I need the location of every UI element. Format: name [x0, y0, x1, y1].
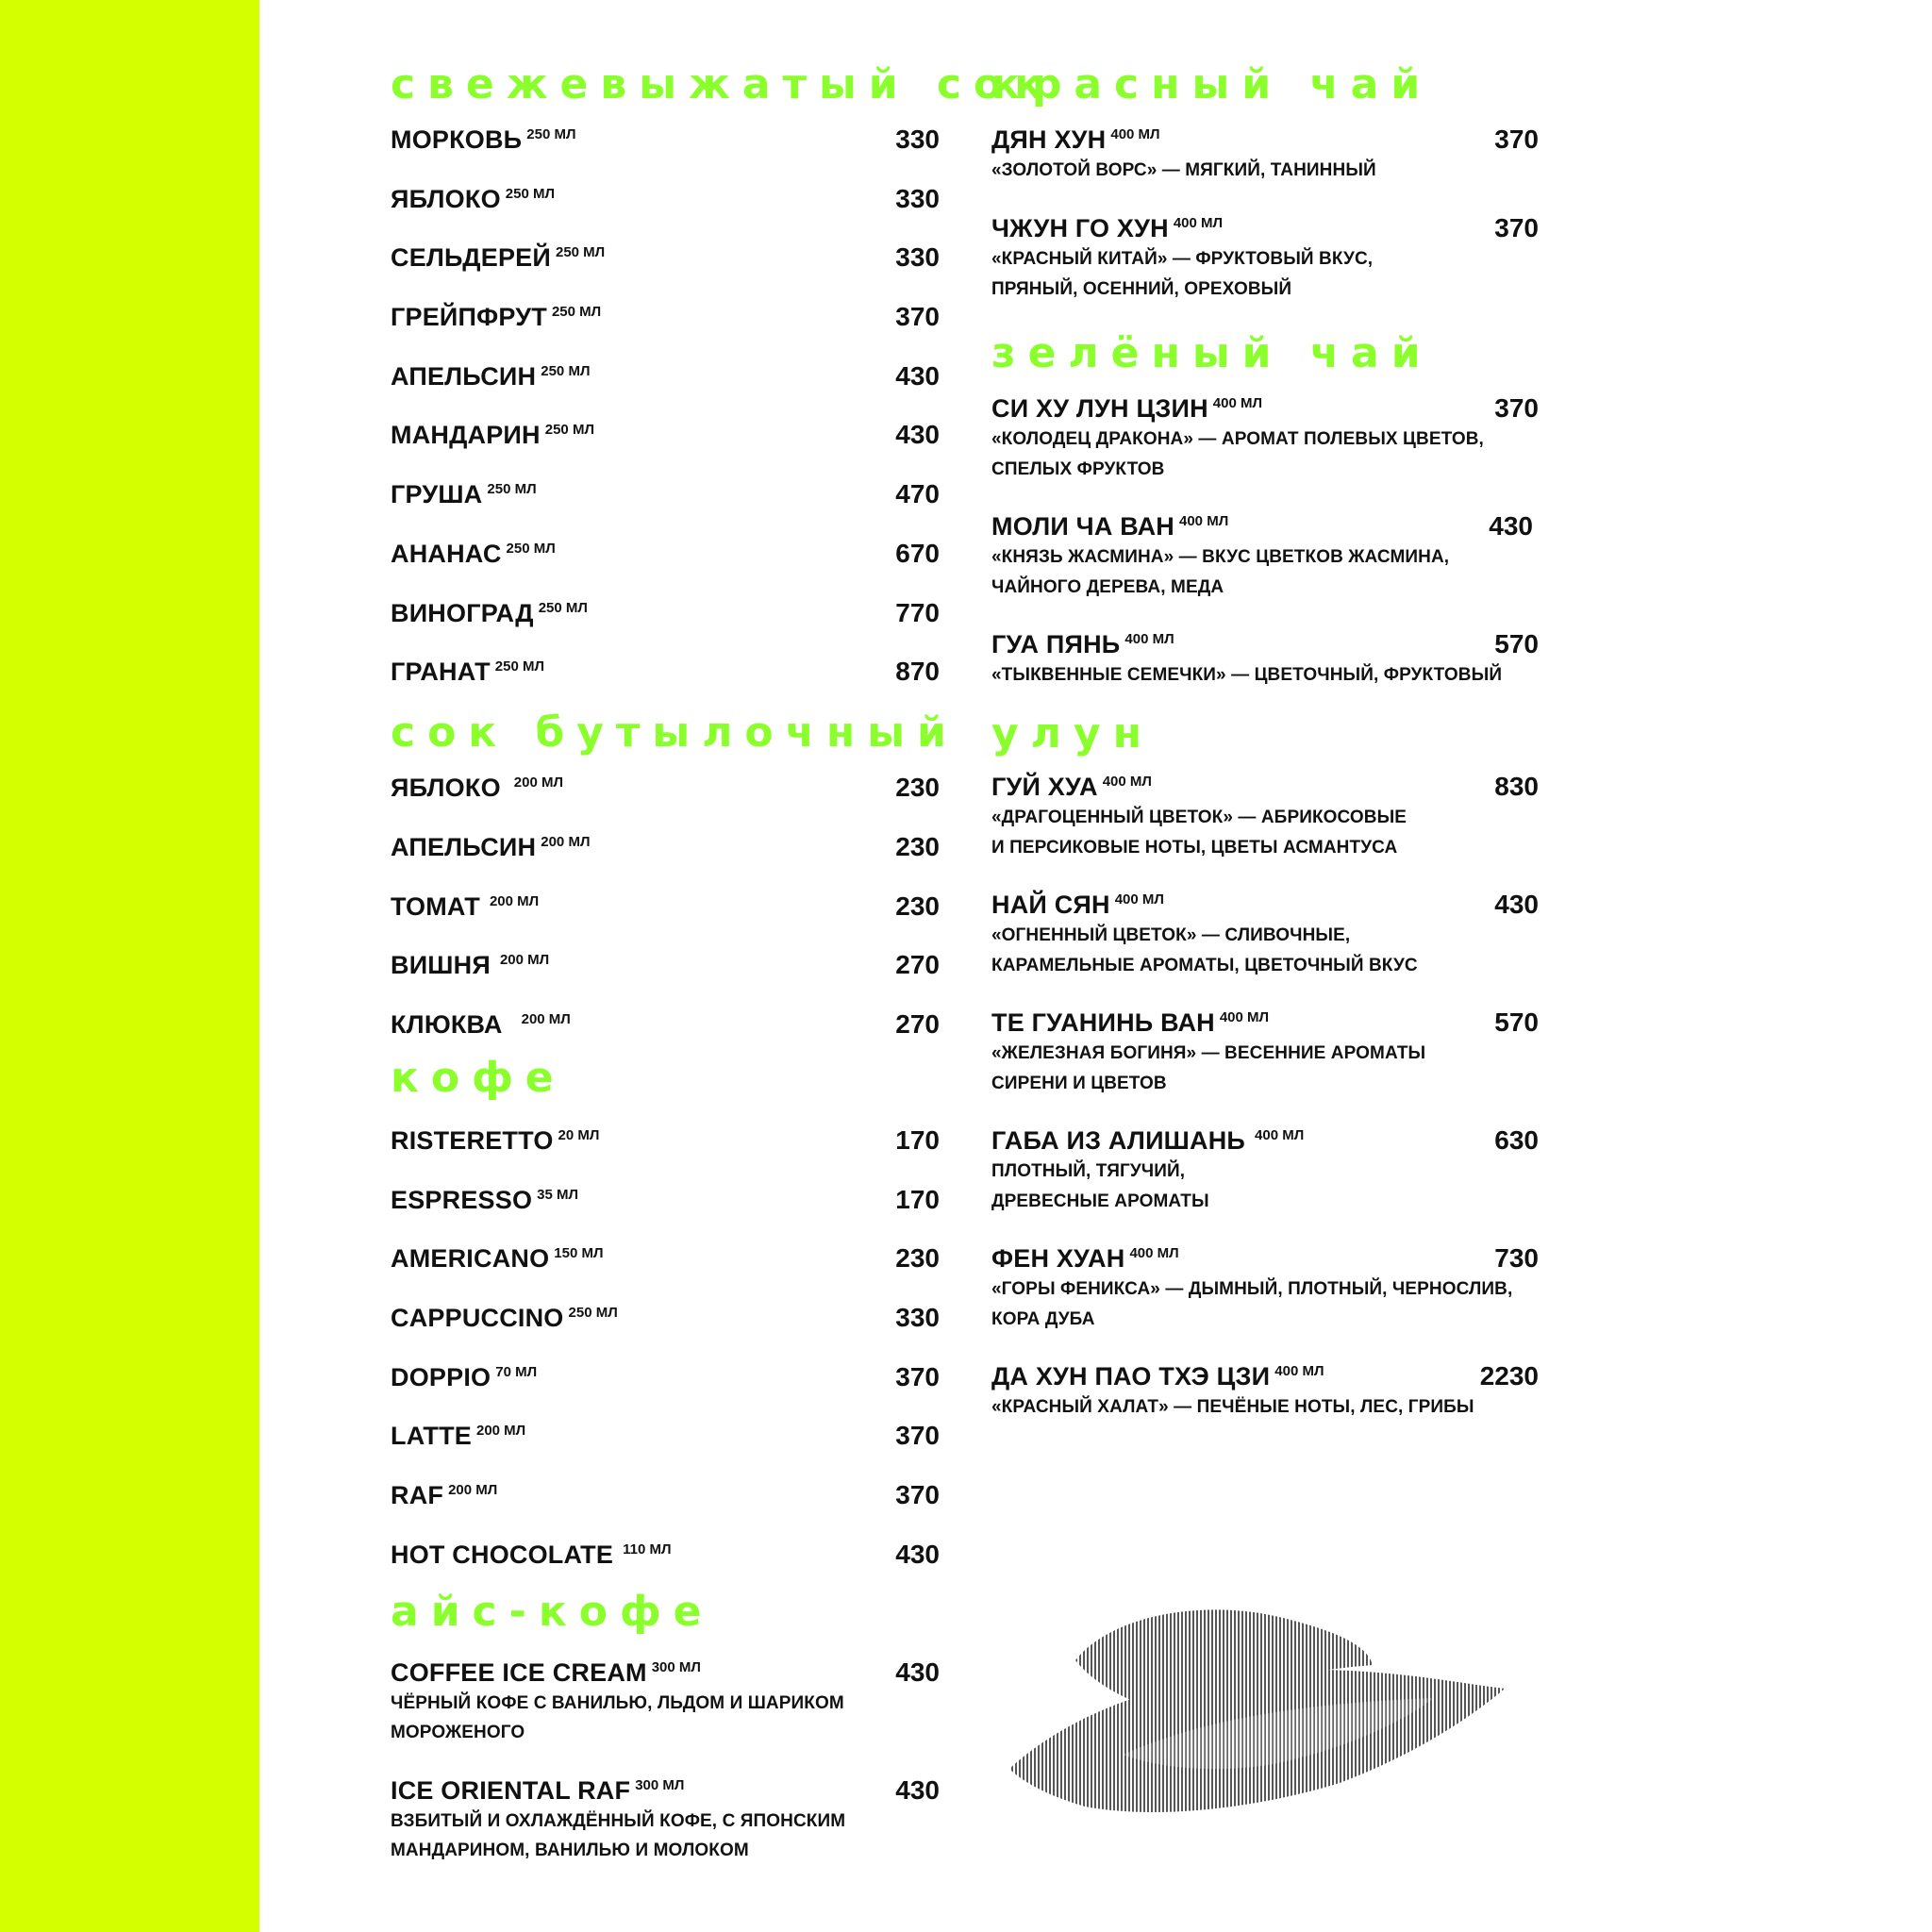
menu-item: [991, 124, 1539, 212]
item-name: ГРЕЙПФРУТ: [391, 303, 547, 332]
item-name: ДА ХУН ПАО ТХЭ ЦЗИ: [991, 1362, 1271, 1391]
item-price: 370: [895, 302, 940, 332]
item-name: ВИШНЯ: [391, 951, 491, 980]
item-price: 370: [895, 1421, 940, 1451]
section-title-green-tea: зелёный чай: [991, 329, 1433, 377]
item-price: 230: [895, 891, 940, 921]
menu-item: [391, 1361, 940, 1421]
menu-item: [991, 510, 1539, 628]
item-name: ЧЖУН ГО ХУН: [991, 214, 1169, 242]
menu-item: [391, 183, 940, 242]
item-price: 430: [1494, 890, 1539, 919]
item-price: 370: [1494, 393, 1539, 423]
leaf-lower: [1009, 1670, 1505, 1812]
menu-item: [391, 597, 940, 657]
item-name: ФЕН ХУАН: [991, 1244, 1125, 1273]
menu-item: [391, 1008, 940, 1046]
menu-item: [391, 656, 940, 693]
item-price: 430: [1489, 511, 1533, 541]
item-name: АПЕЛЬСИН: [391, 361, 537, 391]
item-price: 170: [895, 1184, 940, 1214]
item-name: ГУА ПЯНЬ: [991, 630, 1121, 658]
item-price: 230: [895, 1243, 940, 1274]
item-volume: 250 МЛ: [568, 1305, 618, 1321]
item-volume: 150 МЛ: [554, 1245, 604, 1262]
menu-item: [391, 1479, 940, 1539]
menu-column-right: [991, 58, 1539, 1449]
item-name: ГАБА ИЗ АЛИШАНЬ: [991, 1126, 1246, 1155]
section-title-bottled-juice: сок бутылочный: [391, 708, 958, 758]
item-name: HOT CHOCOLATE: [391, 1540, 614, 1569]
item-price: 430: [895, 360, 940, 391]
item-volume: 200 МЛ: [499, 952, 550, 969]
item-volume: 250 МЛ: [505, 185, 555, 202]
item-description: «ОГНЕННЫЙ ЦВЕТОК» — СЛИВОЧНЫЕ,: [991, 925, 1351, 945]
item-volume: 400 МЛ: [1212, 395, 1263, 411]
item-volume: 400 МЛ: [1114, 891, 1164, 908]
item-price: 570: [1494, 629, 1539, 658]
section-title-coffee: кофе: [391, 1053, 566, 1102]
item-volume: 400 МЛ: [1102, 774, 1152, 790]
item-volume: 250 МЛ: [555, 244, 606, 261]
menu-item: [991, 628, 1539, 708]
menu-item: [991, 392, 1539, 510]
item-name: ГУЙ ХУА: [991, 773, 1098, 801]
menu-item: [391, 1774, 940, 1892]
section-ice-coffee: [391, 1657, 940, 1892]
item-price: 770: [895, 597, 940, 627]
section-green-tea: [991, 392, 1539, 708]
item-volume: 400 МЛ: [1219, 1009, 1270, 1025]
item-volume: 250 МЛ: [487, 481, 537, 498]
item-volume: 250 МЛ: [551, 304, 602, 321]
item-description: «КНЯЗЬ ЖАСМИНА» — ВКУС ЦВЕТКОВ ЖАСМИНА,: [991, 547, 1450, 567]
item-description: И ПЕРСИКОВЫЕ НОТЫ, ЦВЕТЫ АСМАНТУСА: [991, 837, 1398, 858]
menu-item: [391, 1184, 940, 1243]
menu-item: [391, 124, 940, 183]
item-price: 570: [1494, 1008, 1539, 1037]
item-description: «ГОРЫ ФЕНИКСА» — ДЫМНЫЙ, ПЛОТНЫЙ, ЧЕРНОСЛИВ,: [991, 1279, 1513, 1299]
item-volume: 250 МЛ: [541, 362, 591, 379]
item-name: LATTE: [391, 1422, 472, 1451]
menu-item: [391, 772, 940, 831]
item-name: ТОМАТ: [391, 891, 480, 921]
item-name: АПЕЛЬСИН: [391, 832, 537, 861]
item-price: 430: [895, 420, 940, 450]
menu-item: [391, 891, 940, 950]
item-name: СЕЛЬДЕРЕЙ: [391, 243, 551, 273]
item-volume: 400 МЛ: [1129, 1245, 1179, 1261]
item-name: МОРКОВЬ: [391, 125, 523, 154]
item-name: МОЛИ ЧА ВАН: [991, 512, 1174, 541]
item-description: МАНДАРИНОМ, ВАНИЛЬЮ И МОЛОКОМ: [391, 1840, 749, 1861]
menu-item: [391, 360, 940, 420]
menu-item: [991, 1242, 1539, 1360]
menu-item: [991, 212, 1539, 327]
menu-item: [391, 1657, 940, 1774]
item-name: ЯБЛОКО: [391, 774, 501, 803]
menu-item: [991, 1360, 1539, 1449]
section-coffee: [391, 1124, 940, 1576]
item-price: 630: [1494, 1125, 1539, 1155]
item-price: 330: [895, 125, 940, 154]
item-name: ЯБЛОКО: [391, 184, 501, 213]
item-volume: 250 МЛ: [526, 126, 576, 142]
item-volume: 400 МЛ: [1173, 215, 1224, 231]
item-price: 170: [895, 1124, 940, 1155]
item-name: ICE ORIENTAL RAF: [391, 1775, 631, 1805]
menu-item: [391, 949, 940, 1008]
item-price: 730: [1494, 1243, 1539, 1273]
menu-item: [991, 1007, 1539, 1124]
item-description: «ЖЕЛЕЗНАЯ БОГИНЯ» — ВЕСЕННИЕ АРОМАТЫ: [991, 1043, 1426, 1063]
item-name: AMERICANO: [391, 1244, 550, 1274]
item-name: ВИНОГРАД: [391, 598, 534, 627]
side-color-band: [0, 0, 259, 1932]
item-volume: 400 МЛ: [1110, 126, 1160, 142]
item-volume: 70 МЛ: [495, 1363, 538, 1380]
item-volume: 200 МЛ: [475, 1423, 526, 1440]
item-price: 370: [1494, 125, 1539, 154]
menu-item: [991, 771, 1539, 889]
item-price: 330: [895, 242, 940, 273]
menu-item: [991, 889, 1539, 1007]
item-description: «КРАСНЫЙ ХАЛАТ» — ПЕЧЁНЫЕ НОТЫ, ЛЕС, ГРИБЫ: [991, 1397, 1474, 1417]
item-price: 870: [895, 657, 940, 687]
item-description: «ДРАГОЦЕННЫЙ ЦВЕТОК» — АБРИКОСОВЫЕ: [991, 808, 1407, 827]
item-price: 2230: [1479, 1361, 1539, 1391]
item-price: 830: [1494, 772, 1539, 801]
item-volume: 200 МЛ: [541, 833, 591, 850]
item-volume: 400 МЛ: [1179, 513, 1229, 529]
item-description: КОРА ДУБА: [991, 1308, 1095, 1329]
item-name: СИ ХУ ЛУН ЦЗИН: [991, 394, 1208, 423]
menu-item: [391, 1539, 940, 1576]
item-name: COFFEE ICE CREAM: [391, 1657, 647, 1687]
item-description: «КОЛОДЕЦ ДРАКОНА» — АРОМАТ ПОЛЕВЫХ ЦВЕТОВ,: [991, 429, 1484, 449]
item-name: ESPRESSO: [391, 1185, 533, 1214]
item-description: «ТЫКВЕННЫЕ СЕМЕЧКИ» — ЦВЕТОЧНЫЙ, ФРУКТОВЫЙ: [991, 665, 1503, 685]
item-price: 230: [895, 773, 940, 803]
item-volume: 250 МЛ: [544, 422, 594, 439]
section-title-oolong: улун: [991, 709, 1154, 758]
item-price: 430: [895, 1657, 940, 1687]
item-volume: 20 МЛ: [558, 1126, 600, 1143]
item-volume: 400 МЛ: [1124, 631, 1174, 647]
item-price: 330: [895, 1303, 940, 1332]
item-description: ПРЯНЫЙ, ОСЕННИЙ, ОРЕХОВЫЙ: [991, 278, 1292, 299]
item-volume: 250 МЛ: [538, 599, 588, 616]
item-volume: 200 МЛ: [489, 892, 540, 909]
item-description: «ЗОЛОТОЙ ВОРС» — МЯГКИЙ, ТАНИННЫЙ: [991, 160, 1376, 180]
item-name: КЛЮКВА: [391, 1009, 503, 1039]
item-description: «КРАСНЫЙ КИТАЙ» — ФРУКТОВЫЙ ВКУС,: [991, 249, 1374, 269]
item-volume: 300 МЛ: [651, 1658, 701, 1675]
menu-item: [391, 478, 940, 538]
item-volume: 35 МЛ: [537, 1186, 579, 1203]
item-description: МОРОЖЕНОГО: [391, 1723, 525, 1743]
menu-item: [391, 538, 940, 597]
menu-item: [391, 1420, 940, 1479]
item-price: 270: [895, 950, 940, 980]
item-volume: 200 МЛ: [513, 774, 563, 791]
item-name: ТЕ ГУАНИНЬ ВАН: [991, 1008, 1215, 1037]
menu-item: [391, 419, 940, 478]
item-description: ЧАЙНОГО ДЕРЕВА, МЕДА: [991, 576, 1224, 597]
menu-item: [391, 242, 940, 301]
item-volume: 250 МЛ: [494, 658, 545, 675]
section-red-tea: [991, 124, 1539, 327]
item-description: ЧЁРНЫЙ КОФЕ С ВАНИЛЬЮ, ЛЬДОМ И ШАРИКОМ: [391, 1692, 844, 1713]
item-price: 470: [895, 479, 940, 509]
tea-leaf-icon: [1000, 1594, 1509, 1830]
item-price: 270: [895, 1008, 940, 1039]
item-price: 370: [895, 1361, 940, 1391]
section-title-fresh-juice: свежевыжатый сок: [391, 60, 1056, 108]
item-description: ДРЕВЕСНЫЕ АРОМАТЫ: [991, 1191, 1209, 1211]
item-price: 230: [895, 831, 940, 861]
section-bottled-juice: [391, 772, 940, 1046]
item-volume: 300 МЛ: [635, 1776, 685, 1793]
item-name: МАНДАРИН: [391, 421, 541, 450]
item-name: ГРАНАТ: [391, 658, 491, 687]
item-name: АНАНАС: [391, 539, 502, 568]
section-title-red-tea: красный чай: [991, 60, 1433, 108]
item-volume: 250 МЛ: [506, 540, 556, 557]
item-volume: 400 МЛ: [1274, 1363, 1324, 1379]
menu-item: [391, 831, 940, 891]
item-name: НАЙ СЯН: [991, 891, 1110, 919]
item-name: ГРУША: [391, 480, 483, 509]
item-description: ВЗБИТЫЙ И ОХЛАЖДЁННЫЙ КОФЕ, С ЯПОНСКИМ: [391, 1810, 846, 1831]
item-description: ПЛОТНЫЙ, ТЯГУЧИЙ,: [991, 1161, 1186, 1181]
item-description: СПЕЛЫХ ФРУКТОВ: [991, 458, 1165, 479]
item-name: DOPPIO: [391, 1362, 491, 1391]
item-price: 330: [895, 183, 940, 213]
item-price: 430: [895, 1539, 940, 1569]
item-price: 670: [895, 538, 940, 568]
item-description: КАРАМЕЛЬНЫЕ АРОМАТЫ, ЦВЕТОЧНЫЙ ВКУС: [991, 955, 1418, 975]
item-volume: 110 МЛ: [623, 1541, 672, 1557]
item-price: 430: [895, 1774, 940, 1805]
section-title-ice-coffee: айс-кофе: [391, 1587, 714, 1636]
menu-item: [391, 301, 940, 360]
item-name: CAPPUCCINO: [391, 1304, 564, 1332]
section-oolong: [991, 771, 1539, 1449]
item-name: RISTERETTO: [391, 1125, 554, 1155]
item-price: 370: [895, 1480, 940, 1510]
item-volume: 200 МЛ: [521, 1010, 571, 1027]
menu-item: [991, 1124, 1539, 1242]
item-price: 370: [1494, 213, 1539, 242]
menu-item: [391, 1242, 940, 1302]
section-fresh-juice: [391, 124, 940, 693]
menu-item: [391, 1124, 940, 1184]
menu-item: [391, 1302, 940, 1361]
item-description: СИРЕНИ И ЦВЕТОВ: [991, 1073, 1167, 1093]
item-volume: 400 МЛ: [1255, 1127, 1305, 1143]
item-name: RAF: [391, 1481, 444, 1510]
item-name: ДЯН ХУН: [991, 125, 1107, 154]
item-volume: 200 МЛ: [448, 1482, 498, 1499]
